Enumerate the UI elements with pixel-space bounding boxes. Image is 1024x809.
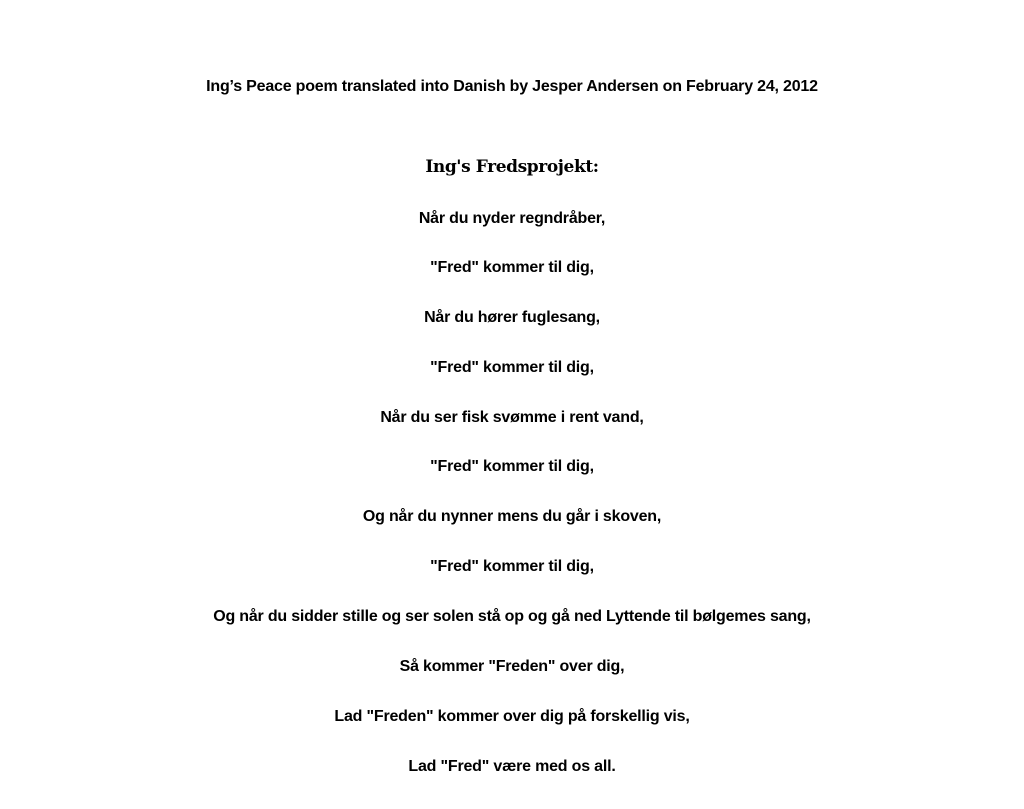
document-header: Ing’s Peace poem translated into Danish by Jesper Andersen on February 24, 2012	[206, 78, 818, 95]
poem-line: "Fred" kommer til dig,	[430, 458, 594, 475]
poem-line: "Fred" kommer til dig,	[430, 259, 594, 276]
poem-line: Og når du sidder stille og ser solen stå op og gå ned Lyttende til bølgemes sang,	[213, 608, 811, 625]
poem-line: Når du nyder regndråber,	[418, 210, 606, 227]
poem-line: Når du hører fuglesang,	[424, 309, 600, 326]
poem-line: Og når du nynner mens du går i skoven,	[362, 508, 662, 525]
poem-line: Lad "Fred" være med os all.	[408, 758, 616, 775]
poem-line: Så kommer "Freden" over dig,	[399, 658, 625, 675]
poem-line: Lad "Freden" kommer over dig på forskellig vis,	[334, 708, 690, 725]
poem-line: Når du ser fisk svømme i rent vand,	[380, 409, 644, 426]
poem-line: "Fred" kommer til dig,	[430, 558, 594, 575]
poem-line: "Fred" kommer til dig,	[430, 359, 594, 376]
poem-title: Ing's Fredsprojekt:	[425, 157, 599, 177]
